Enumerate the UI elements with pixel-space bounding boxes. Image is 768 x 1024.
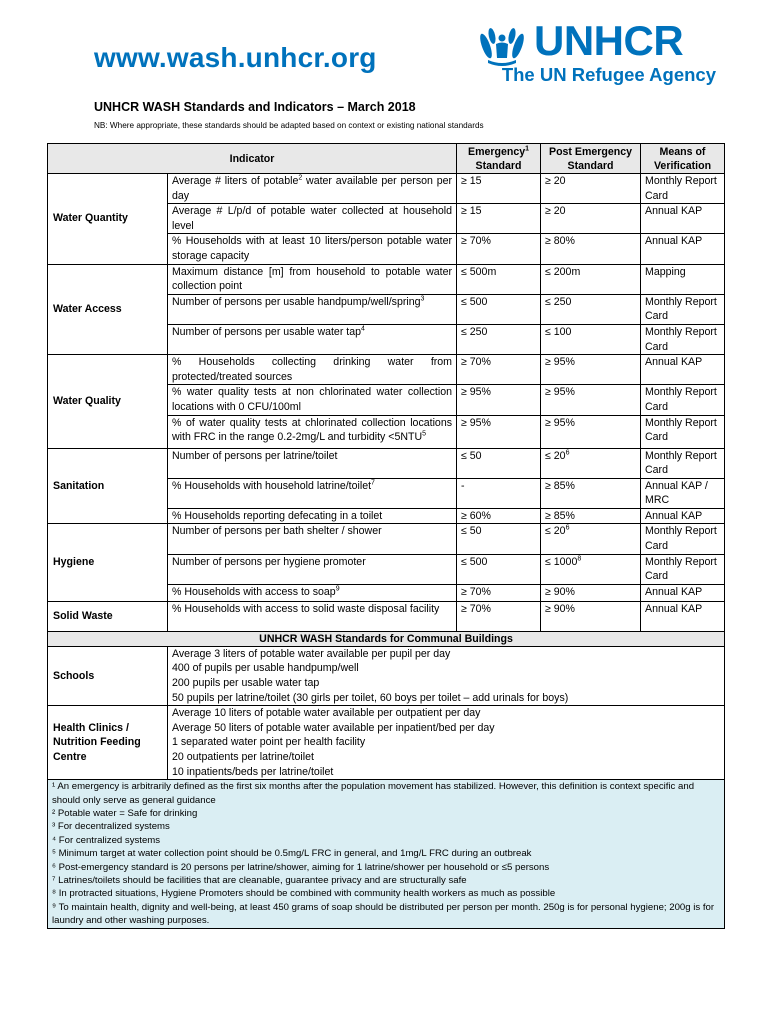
post-emergency-cell <box>541 385 641 415</box>
post-emergency-cell <box>541 324 641 354</box>
emergency-cell: ≤ 50 <box>457 448 541 478</box>
footnote: ¹ An emergency is arbitrarily defined as the first six months after the population movement has stabilized. However, this definition is context specific and should only serve as general guidance <box>52 781 695 806</box>
website-url[interactable]: www.wash.unhcr.org <box>94 42 377 73</box>
indicator-text: % Households with access to soap <box>172 585 336 598</box>
indicator-text: Number of persons per bath shelter / shower <box>172 525 382 538</box>
means-cell: Annual KAP <box>641 204 725 234</box>
post-emergency-value: ≥ 95% <box>545 416 575 429</box>
indicator-cell <box>168 601 457 631</box>
post-emergency-value: ≥ 20 <box>545 175 566 187</box>
unhcr-logo <box>474 17 724 88</box>
table-row <box>48 524 725 554</box>
post-emergency-cell <box>541 234 641 264</box>
logo-name: UNHCR <box>534 17 684 64</box>
communal-standard-line: Average 50 liters of potable water available per inpatient/bed per day <box>172 721 495 734</box>
indicator-cell <box>168 264 457 294</box>
category-cell: Hygiene <box>48 524 168 601</box>
indicator-text: % Households collecting drinking water from protected/treated sources <box>172 356 453 383</box>
emergency-cell: ≥ 70% <box>457 355 541 385</box>
indicator-text: Number of persons per hygiene promoter <box>172 555 366 568</box>
communal-category: Schools <box>48 646 168 705</box>
footnote: ⁴ For centralized systems <box>52 834 161 846</box>
indicator-text: % Households with household latrine/toilet <box>172 479 372 492</box>
means-cell: Monthly Report Card <box>641 524 725 554</box>
communal-standard-line: 10 inpatients/beds per latrine/toilet <box>172 765 334 778</box>
category-cell: Water Quality <box>48 355 168 448</box>
table-row <box>48 601 725 631</box>
post-emergency-cell <box>541 601 641 631</box>
footnote-ref: 6 <box>565 524 570 532</box>
footnote: ⁷ Latrines/toilets should be facilities that are cleanable, guarantee privacy and are structurally safe <box>52 875 467 887</box>
document-note: NB: Where appropriate, these standards should be adapted based on context or existing national standards <box>94 121 484 130</box>
communal-standard-line: 1 separated water point per health facility <box>172 736 366 749</box>
category-cell: Water Quantity <box>48 174 168 265</box>
table-header-row <box>48 144 725 174</box>
means-cell: Annual KAP <box>641 584 725 601</box>
table-row <box>48 448 725 478</box>
communal-section-row <box>48 631 725 646</box>
footnote-ref: 3 <box>420 295 425 303</box>
post-emergency-value: ≤ 100 <box>545 325 572 338</box>
indicator-text: % Households with at least 10 liters/person potable water storage capacity <box>172 235 453 262</box>
post-emergency-value: ≤ 200m <box>545 265 581 278</box>
footnote: ⁸ In protracted situations, Hygiene Promoters should be combined with community health workers as much as possible <box>52 888 556 900</box>
means-cell: Annual KAP / MRC <box>641 478 725 508</box>
indicator-cell <box>168 478 457 508</box>
indicator-cell <box>168 554 457 584</box>
means-cell: Monthly Report Card <box>641 385 725 415</box>
footnote-ref: 5 <box>422 430 427 438</box>
post-emergency-value: ≥ 90% <box>545 602 575 615</box>
emergency-cell: ≥ 15 <box>457 204 541 234</box>
communal-standards <box>168 646 725 705</box>
post-emergency-value: ≤ 20 <box>545 449 566 462</box>
indicator-text-after: water available per person per day <box>172 175 453 202</box>
logo-tagline: The UN Refugee Agency <box>501 64 716 85</box>
emergency-cell: - <box>457 478 541 508</box>
means-cell: Monthly Report Card <box>641 448 725 478</box>
footnote-ref: 8 <box>577 555 582 563</box>
emergency-cell: ≤ 50 <box>457 524 541 554</box>
category-cell: Sanitation <box>48 448 168 524</box>
header-emergency-sup: 1 <box>525 144 530 152</box>
indicator-cell <box>168 204 457 234</box>
communal-standard-line: Average 10 liters of potable water available per outpatient per day <box>172 707 481 720</box>
communal-standard-line: 20 outpatients per latrine/toilet <box>172 751 314 763</box>
indicator-cell <box>168 174 457 204</box>
indicator-cell <box>168 385 457 415</box>
footnote-ref: 4 <box>361 325 365 333</box>
means-cell: Annual KAP <box>641 601 725 631</box>
means-cell: Monthly Report Card <box>641 174 725 204</box>
header-emergency <box>457 144 541 174</box>
footnote-ref: 6 <box>565 448 570 456</box>
header-emergency-label: Emergency <box>468 145 526 158</box>
post-emergency-cell <box>541 415 641 448</box>
indicator-cell <box>168 324 457 354</box>
indicator-text: Number of persons per usable water tap <box>172 325 362 338</box>
table-row <box>48 355 725 385</box>
communal-category: Health Clinics / Nutrition Feeding Centre <box>48 706 168 780</box>
footnote-ref: 2 <box>298 174 303 182</box>
emergency-cell: ≥ 70% <box>457 584 541 601</box>
post-emergency-cell <box>541 524 641 554</box>
footnote: ² Potable water = Safe for drinking <box>52 808 198 819</box>
communal-standard-line: 200 pupils per usable water tap <box>172 677 320 690</box>
indicator-text: % Households reporting defecating in a toilet <box>172 509 383 522</box>
means-cell: Monthly Report Card <box>641 554 725 584</box>
indicator-cell <box>168 524 457 554</box>
emergency-cell: ≥ 95% <box>457 385 541 415</box>
communal-standards <box>168 706 725 780</box>
means-cell: Monthly Report Card <box>641 294 725 324</box>
post-emergency-value: ≥ 95% <box>545 386 575 399</box>
indicator-text: Number of persons per usable handpump/well/spring <box>172 295 421 308</box>
indicator-text: % of water quality tests at chlorinated collection locations with FRC in the range 0.2-2mg/L and turbidity <5NTU <box>172 416 453 444</box>
indicator-text: Maximum distance [m] from household to potable water collection point <box>172 265 453 293</box>
post-emergency-cell <box>541 204 641 234</box>
post-emergency-value: ≥ 80% <box>545 235 575 248</box>
post-emergency-value: ≥ 95% <box>545 356 575 369</box>
post-emergency-cell <box>541 448 641 478</box>
post-emergency-value: ≤ 250 <box>545 295 572 308</box>
table-row <box>48 174 725 204</box>
post-emergency-value: ≤ 1000 <box>545 555 578 568</box>
communal-section-title: UNHCR WASH Standards for Communal Buildings <box>48 631 725 646</box>
post-emergency-value: ≥ 85% <box>545 479 575 492</box>
communal-standard-line: Average 3 liters of potable water available per pupil per day <box>172 647 451 660</box>
footnote: ⁵ Minimum target at water collection point should be 0.5mg/L FRC in general, and 1mg/L FRC during an outbreak <box>52 848 532 860</box>
post-emergency-cell <box>541 355 641 385</box>
emergency-cell: ≥ 70% <box>457 601 541 631</box>
footnote: ⁹ To maintain health, dignity and well-being, at least 450 grams of soap should be distributed per person per month. 250g is for personal hygiene; 200g is for laundry and other washing purposes. <box>52 901 715 927</box>
emergency-cell: ≥ 60% <box>457 508 541 524</box>
indicator-cell <box>168 508 457 524</box>
means-cell: Annual KAP <box>641 234 725 264</box>
emergency-cell: ≤ 500m <box>457 264 541 294</box>
means-cell: Mapping <box>641 264 725 294</box>
post-emergency-value: ≥ 90% <box>545 585 575 598</box>
emergency-cell: ≥ 95% <box>457 415 541 448</box>
means-cell: Annual KAP <box>641 508 725 524</box>
footnote-ref: 7 <box>371 479 375 487</box>
indicator-text: % Households with access to solid waste disposal facility <box>172 602 440 615</box>
footnotes <box>48 780 725 928</box>
footnotes-row <box>48 780 725 928</box>
post-emergency-value: ≥ 85% <box>545 509 575 522</box>
emergency-cell: ≤ 500 <box>457 554 541 584</box>
post-emergency-cell <box>541 478 641 508</box>
post-emergency-cell <box>541 508 641 524</box>
post-emergency-value: ≥ 20 <box>545 205 566 218</box>
indicator-text: Average # liters of potable <box>172 175 299 187</box>
indicator-cell <box>168 584 457 601</box>
document-title: UNHCR WASH Standards and Indicators – March 2018 <box>94 100 416 114</box>
communal-standard-line: 400 of pupils per usable handpump/well <box>172 662 359 675</box>
table-row <box>48 264 725 294</box>
header-indicator: Indicator <box>48 144 457 174</box>
footnote: ³ For decentralized systems <box>52 821 170 833</box>
emergency-cell: ≤ 500 <box>457 294 541 324</box>
header-means: Means of Verification <box>641 144 725 174</box>
indicator-cell <box>168 234 457 264</box>
post-emergency-cell <box>541 554 641 584</box>
communal-row <box>48 646 725 705</box>
header-post-emergency: Post Emergency Standard <box>541 144 641 174</box>
indicator-cell <box>168 355 457 385</box>
indicator-cell <box>168 415 457 448</box>
means-cell: Annual KAP <box>641 355 725 385</box>
post-emergency-cell <box>541 584 641 601</box>
indicator-text: Number of persons per latrine/toilet <box>172 449 338 462</box>
indicator-text: % water quality tests at non chlorinated water collection locations with 0 CFU/100ml <box>172 386 453 413</box>
post-emergency-cell <box>541 294 641 324</box>
means-cell: Monthly Report Card <box>641 415 725 448</box>
indicator-cell <box>168 448 457 478</box>
standards-table <box>47 143 725 929</box>
communal-row <box>48 706 725 780</box>
header-emergency-line2: Standard <box>475 159 522 172</box>
emergency-cell: ≥ 70% <box>457 234 541 264</box>
footnote-ref: 9 <box>335 585 340 593</box>
category-cell: Water Access <box>48 264 168 355</box>
unhcr-emblem-icon <box>474 24 530 66</box>
emergency-cell: ≤ 250 <box>457 324 541 354</box>
means-cell: Monthly Report Card <box>641 324 725 354</box>
indicator-cell <box>168 294 457 324</box>
indicator-text: Average # L/p/d of potable water collected at household level <box>172 205 453 232</box>
footnote: ⁶ Post-emergency standard is 20 persons per latrine/shower, aiming for 1 latrine/shower per household or ≤5 persons <box>52 861 550 873</box>
category-cell: Solid Waste <box>48 601 168 631</box>
post-emergency-cell <box>541 174 641 204</box>
emergency-cell: ≥ 15 <box>457 174 541 204</box>
communal-standard-line: 50 pupils per latrine/toilet (30 girls per toilet, 60 boys per toilet – add urinals for boys) <box>172 691 569 704</box>
post-emergency-cell <box>541 264 641 294</box>
post-emergency-value: ≤ 20 <box>545 525 566 538</box>
